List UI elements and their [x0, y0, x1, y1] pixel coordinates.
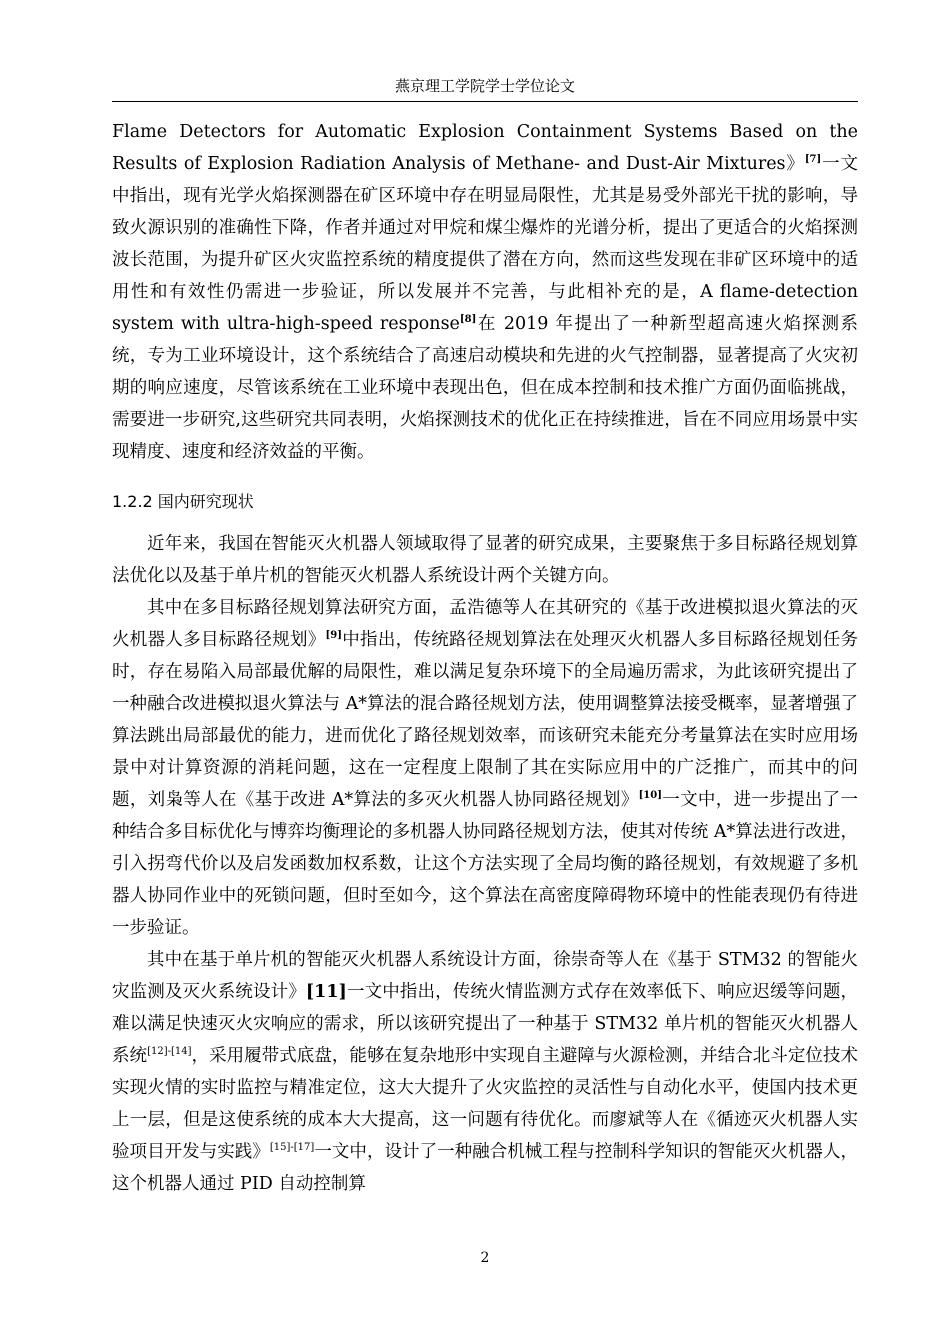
- page-number: 2: [480, 1250, 490, 1266]
- citation: [7]: [804, 154, 822, 166]
- citation: [15]-[17]: [269, 1142, 315, 1154]
- citation: [8]: [459, 314, 477, 326]
- document-body: [112, 116, 858, 1200]
- paragraph-text: ，采用履带式底盘，能够在复杂地形中实现自主避障与火源检测，并结合北斗定位技术实现火情的实时监控与精准定位，这大大提升了火灾监控的灵活性与自动化水平，使国内技术更上一层，但是这使系统的成本大大提高，这一问题有待优化。而廖斌等人在《循迹灭火机器人实验项目开发与实践》: [112, 1046, 858, 1162]
- paragraph-text: 一文中，设计了一种融合机械工程与控制科学知识的智能灭火机器人，这个机器人通过 PID 自动控制算: [112, 1142, 859, 1194]
- paragraph-text: Flame Detectors for Automatic Explosion Containment Systems Based on the Results of Explosion Radiation Analysis of Methane- and Dust-Air Mixtures》: [112, 122, 858, 174]
- paragraph-text: 在 2019 年提出了一种新型超高速火焰探测系统，专为工业环境设计，这个系统结合了高速启动模块和先进的火气控制器，显著提高了火灾初期的响应速度，尽管该系统在工业环境中表现出色，但在成本控制和技术推广方面仍面临挑战，需要进一步研究,这些研究共同表明，火焰探测技术的优化正在持续推进，旨在不同应用场景中实现精度、速度和经济效益的平衡。: [112, 314, 858, 462]
- paragraph-3: [112, 592, 858, 944]
- section-heading: 1.2.2 国内研究现状: [112, 492, 254, 511]
- paragraph-2: 近年来，我国在智能灭火机器人领域取得了显著的研究成果，主要聚焦于多目标路径规划算法优化以及基于单片机的智能灭火机器人系统设计两个关键方向。: [112, 534, 858, 586]
- citation: [10]: [638, 790, 662, 802]
- paragraph-text: 一文中，进一步提出了一种结合多目标优化与博弈均衡理论的多机器人协同路径规划方法，使其对传统 A*算法进行改进，引入拐弯代价以及启发函数加权系数，让这个方法实现了全局均衡的路径规划，有效规避了多机器人协同作业中的死锁问题，但时至如今，这个算法在高密度障碍物环境中的性能表现仍有待进一步验证。: [112, 790, 858, 938]
- paragraph-text: 一文中指出，传统火情监测方式存在效率低下、响应迟缓等问题，难以满足快速灭火灾响应的需求，所以该研究提出了一种基于 STM32 单片机的智能灭火机器人系统: [112, 982, 859, 1066]
- header-rule: [112, 101, 858, 102]
- citation: [9]: [325, 630, 342, 642]
- paragraph-text: 其中在多目标路径规划算法研究方面，孟浩德等人在其研究的《基于改进模拟退火算法的灭火机器人多目标路径规划》: [112, 598, 858, 650]
- paragraph-4: [112, 944, 858, 1200]
- citation: [11]: [305, 982, 347, 1002]
- paragraph-text: 一文中指出，现有光学火焰探测器在矿区环境中存在明显局限性，尤其是易受外部光干扰的影响，导致火源识别的准确性下降，作者并通过对甲烷和煤尘爆炸的光谱分析，提出了更适合的火焰探测波长范围，为提升矿区火灾监控系统的精度提供了潜在方向，然而这些发现在非矿区环境中的适用性和有效性仍需进一步验证，所以发展并不完善，与此相补充的是，A flame-detection system with ultra-high-speed response: [112, 154, 859, 334]
- citation: [12]-[14]: [147, 1046, 192, 1058]
- paragraph-text: 中指出，传统路径规划算法在处理灭火机器人多目标路径规划任务时，存在易陷入局部最优解的局限性，难以满足复杂环境下的全局遍历需求，为此该研究提出了一种融合改进模拟退火算法与 A*算法的混合路径规划方法，使用调整算法接受概率，显著增强了算法跳出局部最优的能力，进而优化了路径规划效率，而该研究未能充分考量算法在实时应用场景中对计算资源的消耗问题，这在一定程度上限制了其在实际应用中的广泛推广，而其中的问题，刘枭等人在《基于改进 A*算法的多灭火机器人协同路径规划》: [112, 630, 859, 810]
- paragraph-text: 其中在基于单片机的智能灭火机器人系统设计方面，徐崇奇等人在《基于 STM32 的智能火灾监测及灭火系统设计》: [112, 950, 858, 1002]
- paragraph-1: [112, 116, 858, 468]
- page-header: 燕京理工学院学士学位论文: [394, 77, 575, 95]
